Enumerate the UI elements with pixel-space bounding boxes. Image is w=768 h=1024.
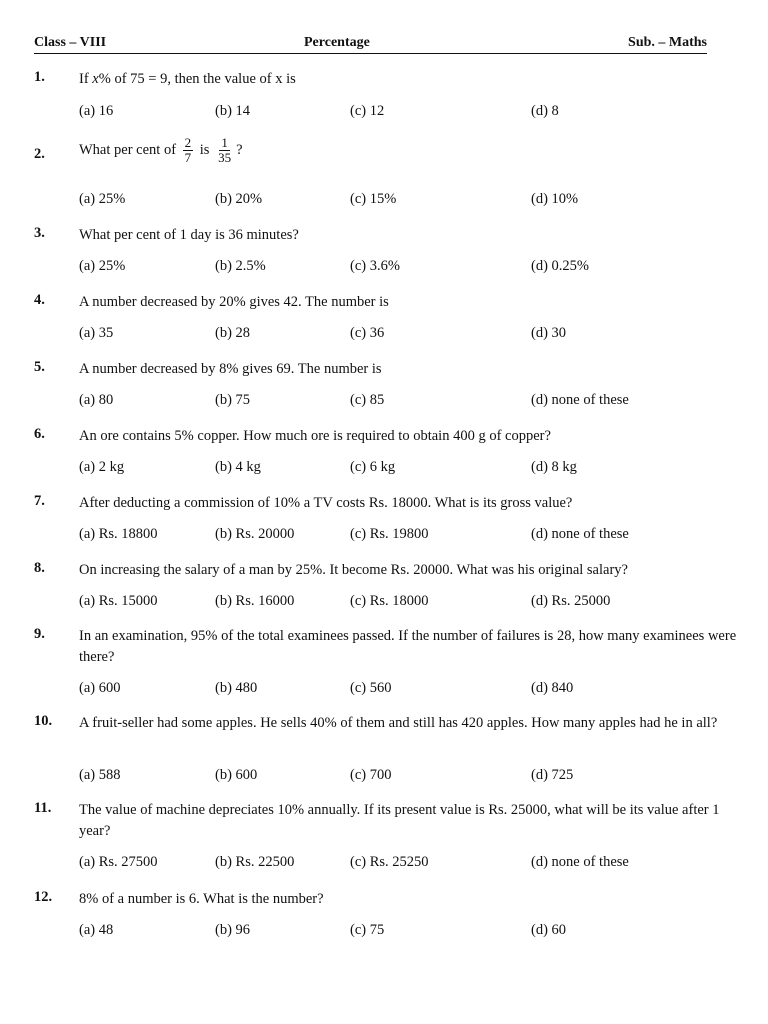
- option-b: (b) 14: [215, 103, 251, 119]
- option-a: (a) 588: [79, 767, 121, 783]
- option-d: (d) 8 kg: [531, 459, 577, 475]
- worksheet-header: [34, 35, 707, 54]
- question-number: 1.: [34, 69, 45, 85]
- topic-title: Percentage: [304, 35, 370, 50]
- question-text: A number decreased by 20% gives 42. The number is: [79, 294, 389, 310]
- question-text: A number decreased by 8% gives 69. The number is: [79, 361, 382, 377]
- option-b: (b) 20%: [215, 191, 263, 207]
- option-d: (d) 30: [531, 325, 567, 341]
- question-text: The value of machine depreciates 10% annually. If its present value is Rs. 25000, what will be its value after 1 year?: [79, 802, 720, 839]
- option-d: (d) none of these: [531, 526, 629, 542]
- option-b: (b) Rs. 22500: [215, 854, 295, 870]
- question-text: What per cent of 1 day is 36 minutes?: [79, 227, 299, 243]
- option-b: (b) 75: [215, 392, 251, 408]
- question-text: If x% of 75 = 9, then the value of x is: [79, 71, 296, 87]
- question-number: 7.: [34, 493, 45, 509]
- option-d: (d) 60: [531, 922, 567, 938]
- option-b: (b) 28: [215, 325, 251, 341]
- option-b: (b) Rs. 16000: [215, 593, 295, 609]
- option-d: (d) none of these: [531, 392, 629, 408]
- option-a: (a) 25%: [79, 258, 126, 274]
- question-text: What per cent of $\frac{2}{7}$ is $\frac{1}{35}$ ?: [79, 135, 243, 165]
- option-a: (a) 2 kg: [79, 459, 125, 475]
- option-a: (a) Rs. 27500: [79, 854, 158, 870]
- question-text: 8% of a number is 6. What is the number?: [79, 891, 324, 907]
- question-number: 8.: [34, 560, 45, 576]
- question-number: 12.: [34, 889, 53, 905]
- question-text: An ore contains 5% copper. How much ore is required to obtain 400 g of copper?: [79, 428, 551, 444]
- question-text: On increasing the salary of a man by 25%. It become Rs. 20000. What was his original salary?: [79, 562, 628, 578]
- option-d: (d) 725: [531, 767, 574, 783]
- question-text: After deducting a commission of 10% a TV costs Rs. 18000. What is its gross value?: [79, 495, 573, 511]
- option-c: (c) 700: [350, 767, 392, 783]
- option-a: (a) 48: [79, 922, 114, 938]
- option-d: (d) 840: [531, 680, 574, 696]
- option-c: (c) 12: [350, 103, 385, 119]
- option-c: (c) 85: [350, 392, 385, 408]
- option-d: (d) 8: [531, 103, 559, 119]
- option-a: (a) 25%: [79, 191, 126, 207]
- option-c: (c) 6 kg: [350, 459, 396, 475]
- option-b: (b) 2.5%: [215, 258, 266, 274]
- option-c: (c) 560: [350, 680, 392, 696]
- option-b: (b) 600: [215, 767, 258, 783]
- subject-label: Sub. – Maths: [628, 35, 707, 50]
- option-c: (c) 3.6%: [350, 258, 400, 274]
- option-b: (b) 4 kg: [215, 459, 261, 475]
- option-c: (c) 36: [350, 325, 385, 341]
- question-number: 2.: [34, 146, 45, 162]
- option-c: (c) 75: [350, 922, 385, 938]
- option-d: (d) Rs. 25000: [531, 593, 611, 609]
- question-number: 9.: [34, 626, 45, 642]
- fraction-two-sevenths: $\frac{2}{7}$: [184, 135, 192, 165]
- question-number: 3.: [34, 225, 45, 241]
- question-number: 11.: [34, 800, 52, 816]
- option-a: (a) Rs. 15000: [79, 593, 158, 609]
- option-c: (c) Rs. 18000: [350, 593, 429, 609]
- question-number: 5.: [34, 359, 45, 375]
- option-b: (b) Rs. 20000: [215, 526, 295, 542]
- option-c: (c) Rs. 25250: [350, 854, 429, 870]
- question-text: A fruit-seller had some apples. He sells 40% of them and still has 420 apples. How many apples had he in all?: [79, 715, 718, 731]
- question-number: 10.: [34, 713, 53, 729]
- question-number: 6.: [34, 426, 45, 442]
- option-d: (d) 10%: [531, 191, 579, 207]
- option-d: (d) 0.25%: [531, 258, 589, 274]
- option-b: (b) 96: [215, 922, 251, 938]
- option-b: (b) 480: [215, 680, 258, 696]
- option-c: (c) Rs. 19800: [350, 526, 429, 542]
- question-number: 4.: [34, 292, 45, 308]
- option-a: (a) Rs. 18800: [79, 526, 158, 542]
- option-a: (a) 80: [79, 392, 114, 408]
- option-a: (a) 35: [79, 325, 114, 341]
- class-label: Class – VIII: [34, 35, 107, 50]
- option-a: (a) 16: [79, 103, 114, 119]
- option-d: (d) none of these: [531, 854, 629, 870]
- fraction-one-thirtyfifth: $\frac{1}{35}$: [218, 135, 232, 165]
- option-c: (c) 15%: [350, 191, 397, 207]
- question-text: In an examination, 95% of the total examinees passed. If the number of failures is 28, how many examinees were there?: [79, 628, 737, 665]
- option-a: (a) 600: [79, 680, 121, 696]
